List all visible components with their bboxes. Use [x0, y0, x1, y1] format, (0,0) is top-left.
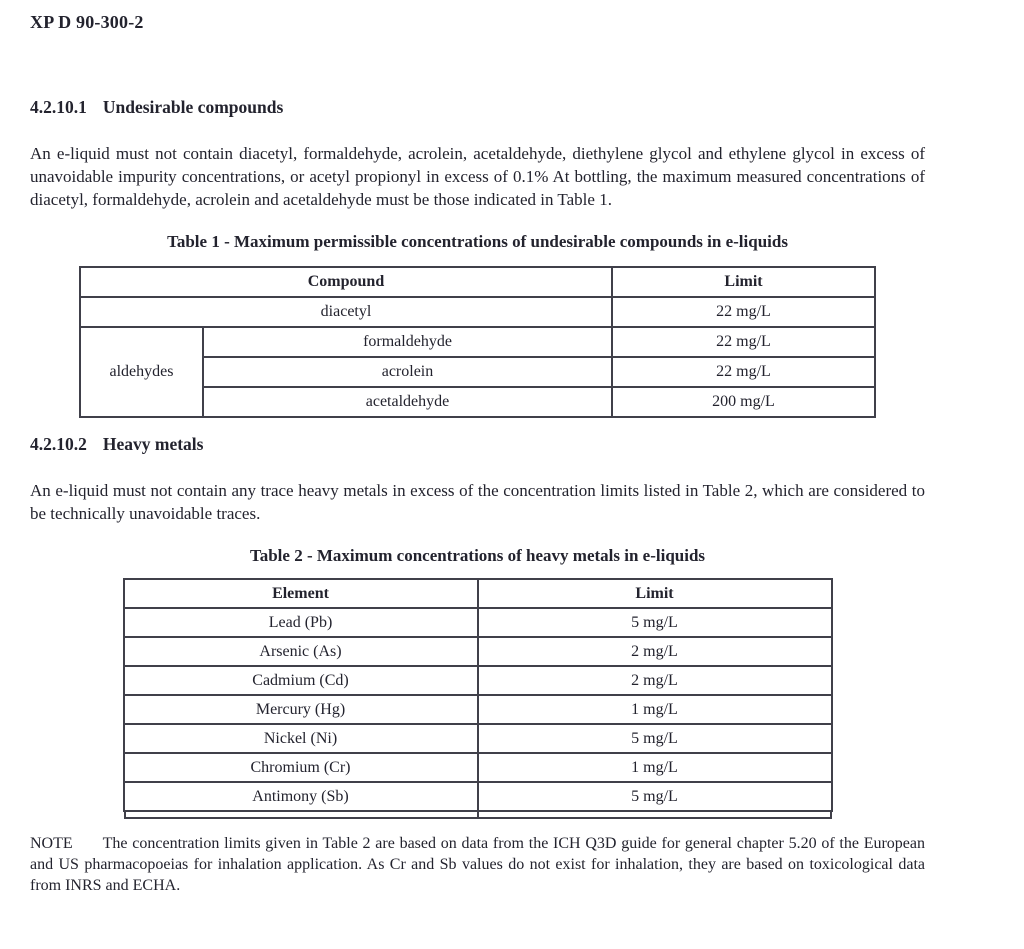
element-cell: Cadmium (Cd)	[124, 666, 478, 695]
compound-cell: diacetyl	[80, 297, 612, 327]
section-heading-undesirable-compounds	[30, 97, 925, 118]
note-paragraph	[30, 833, 925, 896]
limit-cell: 22 mg/L	[612, 327, 875, 357]
compound-cell: acrolein	[203, 357, 612, 387]
table-heavy-metals	[123, 578, 833, 812]
table-row	[124, 666, 832, 695]
limit-cell: 5 mg/L	[478, 782, 832, 811]
table-row	[124, 753, 832, 782]
note-text: The concentration limits given in Table 2 are based on data from the ICH Q3D guide for general chapter 5.20 of the European and US pharmacopoeias for inhalation application. As Cr and Sb values do not exist for inhalation, they are based on toxicological data from INRS and ECHA.	[30, 835, 925, 894]
column-header-compound: Compound	[80, 267, 612, 297]
element-cell: Mercury (Hg)	[124, 695, 478, 724]
section-number: 4.2.10.2	[30, 434, 87, 454]
limit-cell: 5 mg/L	[478, 608, 832, 637]
table-row	[124, 782, 832, 811]
table-row	[80, 327, 875, 357]
element-cell: Chromium (Cr)	[124, 753, 478, 782]
table-row	[124, 637, 832, 666]
section-number: 4.2.10.1	[30, 97, 87, 117]
compound-cell: formaldehyde	[203, 327, 612, 357]
group-label-cell: aldehydes	[80, 327, 203, 417]
element-cell: Antimony (Sb)	[124, 782, 478, 811]
limit-cell: 2 mg/L	[478, 666, 832, 695]
column-header-element: Element	[124, 579, 478, 608]
element-cell: Lead (Pb)	[124, 608, 478, 637]
section-heading-heavy-metals	[30, 434, 925, 455]
table2-caption: Table 2 - Maximum concentrations of heavy metals in e-liquids	[249, 546, 706, 565]
limit-cell: 22 mg/L	[612, 357, 875, 387]
table-row	[124, 608, 832, 637]
table-undesirable-compounds	[79, 266, 876, 418]
element-cell: Nickel (Ni)	[124, 724, 478, 753]
paragraph-undesirable-compounds: An e-liquid must not contain diacetyl, formaldehyde, acrolein, acetaldehyde, diethylene glycol and ethylene glycol in excess of unavoidable impurity concentrations, or acetyl propionyl in excess of 0.1% At bottling, the maximum measured concentrations of diacetyl, formaldehyde, acrolein and acetaldehyde must be those indicated in Table 1.	[30, 144, 925, 209]
limit-cell: 5 mg/L	[478, 724, 832, 753]
limit-cell: 1 mg/L	[478, 753, 832, 782]
table1-header-row	[80, 267, 875, 297]
limit-cell: 22 mg/L	[612, 297, 875, 327]
table2-truncated-row-edge	[124, 812, 832, 819]
table2-truncated-column-divider	[477, 812, 479, 817]
element-cell: Arsenic (As)	[124, 637, 478, 666]
paragraph-heavy-metals: An e-liquid must not contain any trace heavy metals in excess of the concentration limits listed in Table 2, which are considered to be technically unavoidable traces.	[30, 481, 925, 523]
compound-cell: acetaldehyde	[203, 387, 612, 417]
limit-cell: 200 mg/L	[612, 387, 875, 417]
table2-header-row	[124, 579, 832, 608]
table-row	[124, 695, 832, 724]
section-title: Heavy metals	[102, 434, 204, 454]
table-row	[80, 297, 875, 327]
limit-cell: 1 mg/L	[478, 695, 832, 724]
column-header-limit: Limit	[612, 267, 875, 297]
column-header-limit: Limit	[478, 579, 832, 608]
table1-caption: Table 1 - Maximum permissible concentrations of undesirable compounds in e-liquids	[167, 232, 788, 251]
note-label: NOTE	[30, 835, 73, 852]
section-title: Undesirable compounds	[102, 97, 284, 117]
limit-cell: 2 mg/L	[478, 637, 832, 666]
doc-reference: XP D 90-300-2	[30, 12, 144, 32]
table-row	[124, 724, 832, 753]
